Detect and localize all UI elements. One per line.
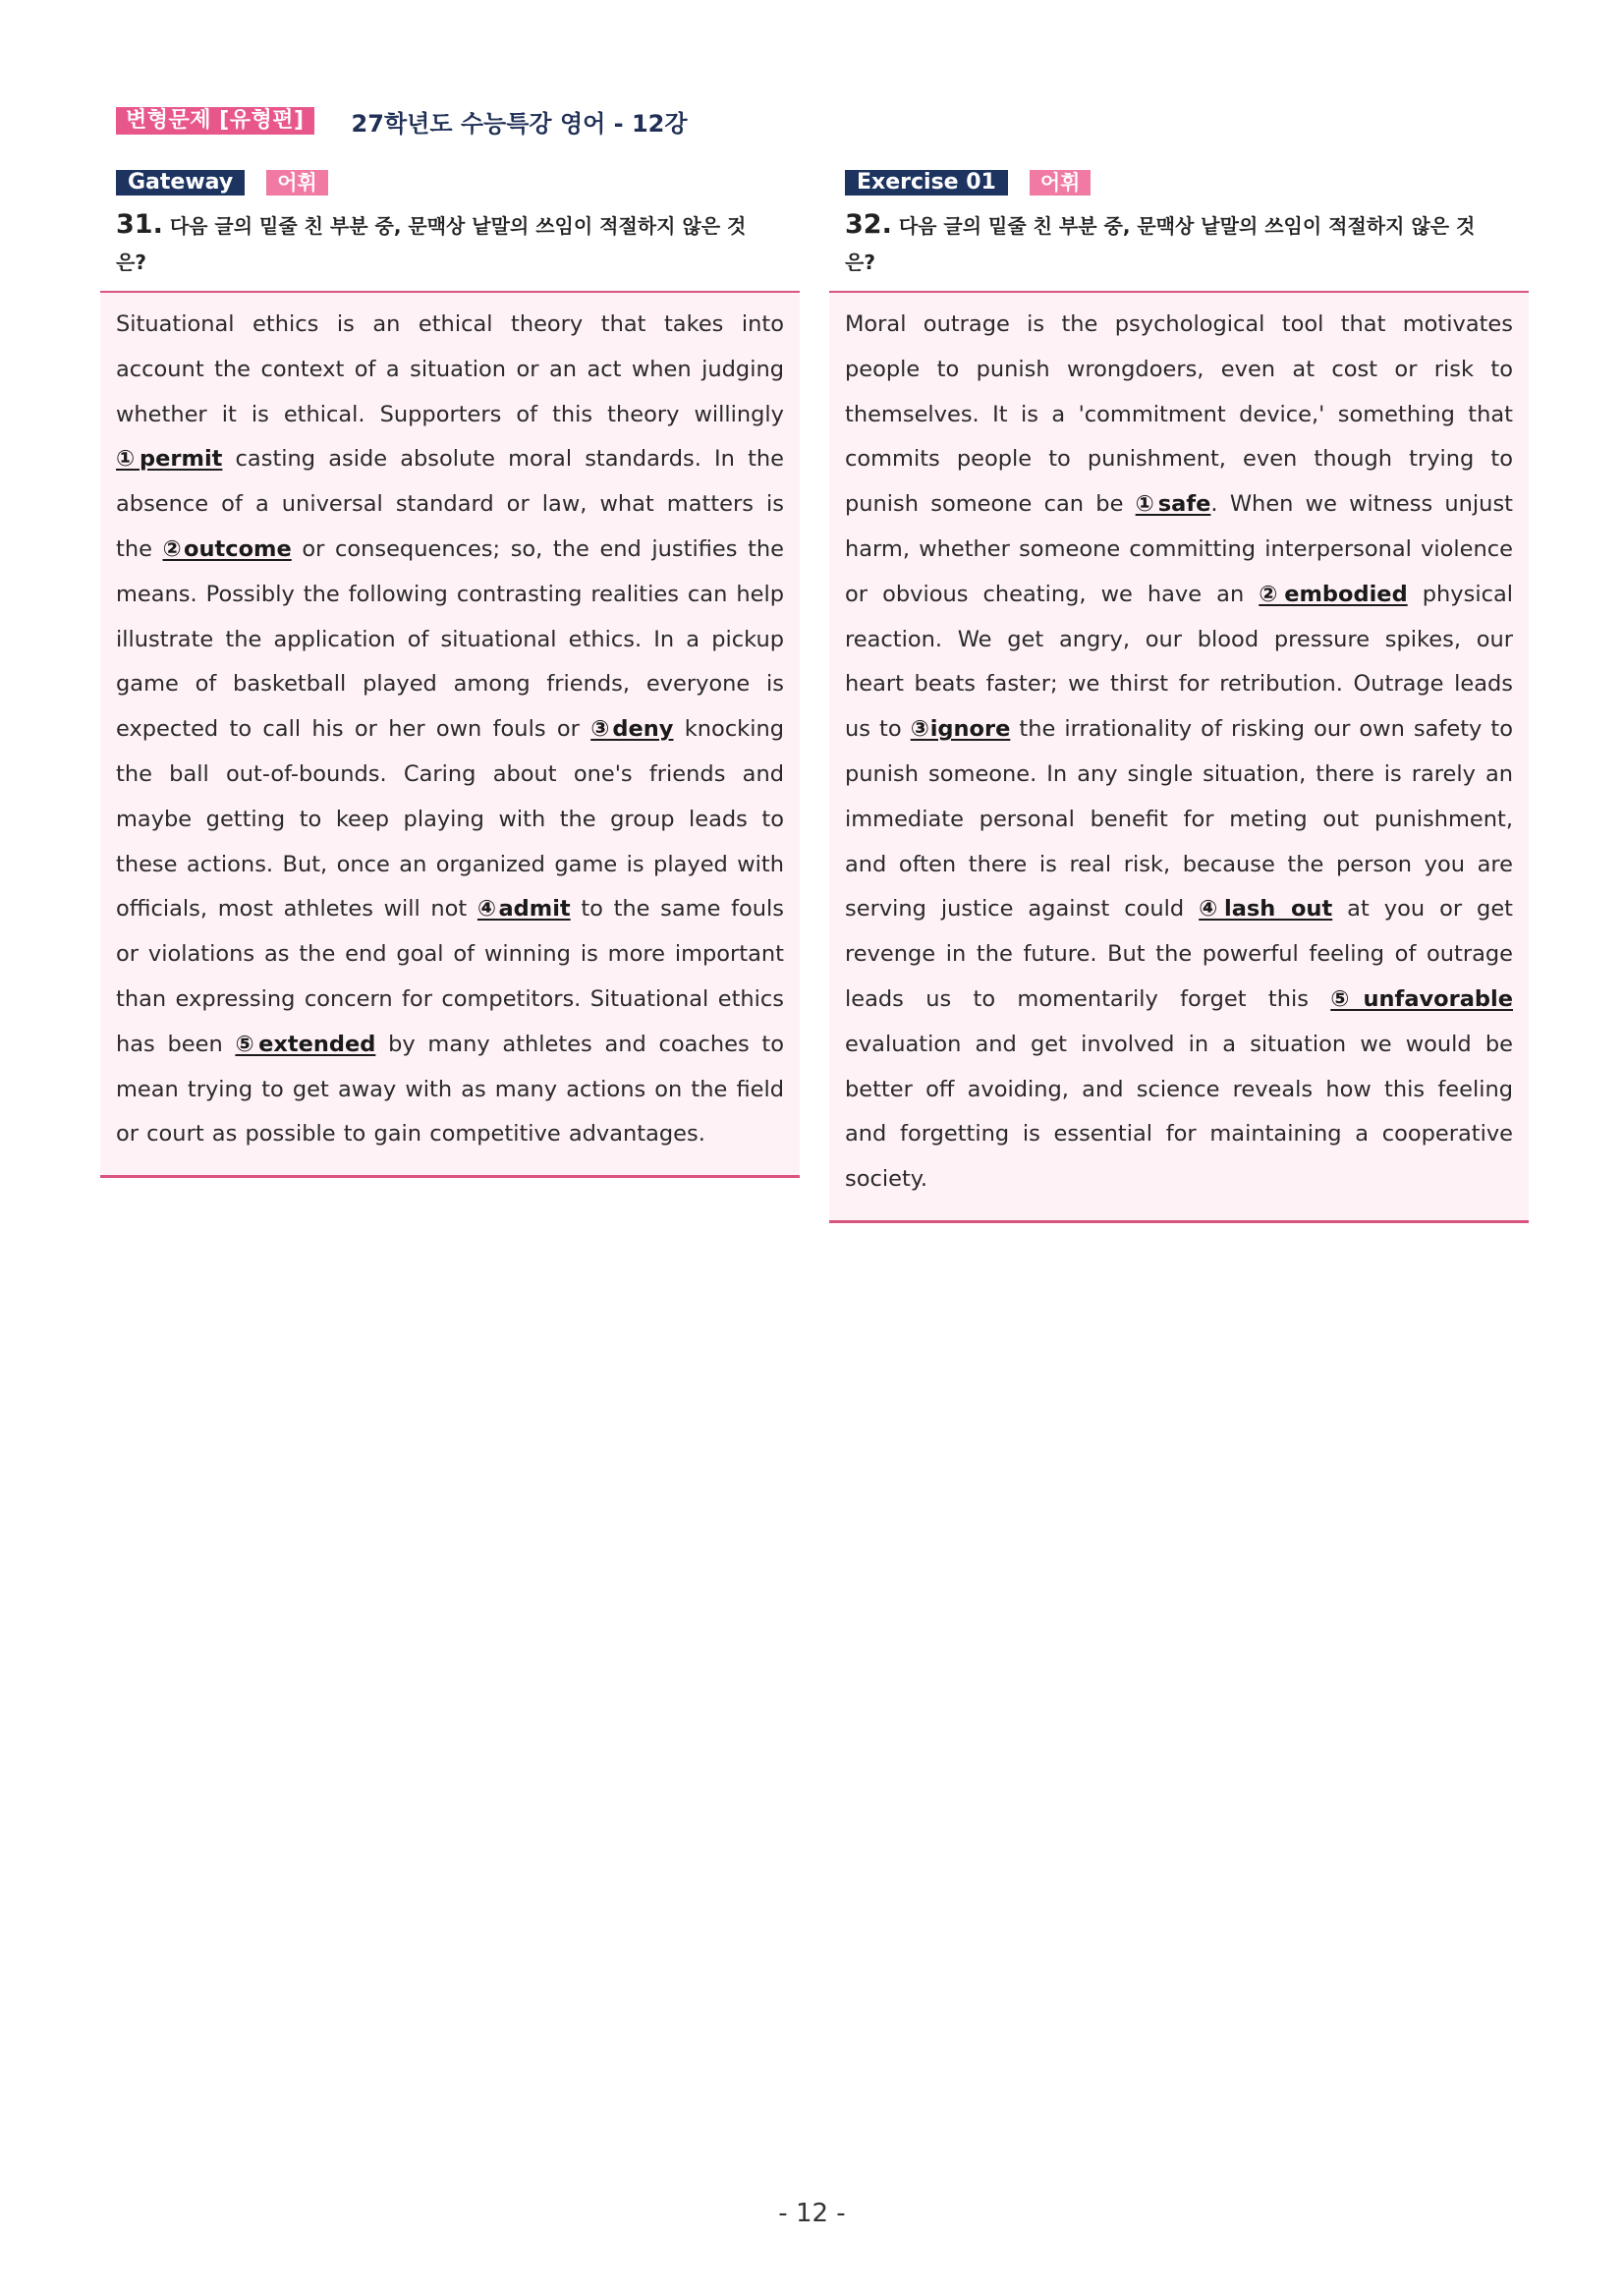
gateway-label-row [116, 169, 800, 196]
underlined-choice: ③ignore [910, 716, 1011, 743]
exercise-question-number: 32. [845, 209, 892, 240]
gateway-column [100, 169, 800, 1178]
underlined-choice: ⑤extended [235, 1031, 376, 1057]
gateway-label: Gateway [116, 170, 245, 196]
gateway-passage-box [100, 291, 800, 1178]
underlined-choice: ④admit [476, 896, 571, 923]
exercise-question [845, 206, 1493, 281]
passage-text: . When we witness unjust harm, whether someone committing interpersonal violence or obvious cheating, we have an [845, 491, 1513, 607]
course-title: 27학년도 수능특강 영어 - 12강 [351, 109, 688, 138]
passage-text: by many athletes and coaches to mean trying to get away with as many actions on the field or court as possible to gain competitive advantages. [116, 1031, 784, 1148]
passage-text: to the same fouls or violations as the end goal of winning is more important than expressing concern for competitors. Situational ethics has been [116, 896, 784, 1057]
gateway-type-tag: 어휘 [266, 170, 328, 196]
underlined-choice: ①permit [116, 446, 223, 473]
passage-text: physical reaction. We get angry, our blood pressure spikes, our heart beats faster; we thirst for retribution. Outrage leads us to [845, 581, 1513, 743]
passage-text: Situational ethics is an ethical theory that takes into account the context of a situation or an act when judging whether it is ethical. Supporters of this theory willingly [116, 311, 784, 427]
underlined-choice: ④lash out [1199, 896, 1333, 923]
exercise-passage [845, 303, 1513, 1203]
page-number: - 12 - [778, 2199, 846, 2228]
passage-text: Moral outrage is the psychological tool that motivates people to punish wrongdoers, even at cost or risk to themselves. It is a 'commitment device,' something that commits people to punishment, even though trying to punish someone can be [845, 311, 1513, 518]
passage-text: or consequences; so, the end justifies the means. Possibly the following contrasting realities can help illustrate the application of situational ethics. In a pickup game of basketball played among friends, everyone is expected to call his or her own fouls or [116, 535, 784, 743]
underlined-choice: ②embodied [1259, 581, 1408, 607]
gateway-question-number: 31. [116, 209, 163, 240]
underlined-choice: ⑤unfavorable [1330, 985, 1513, 1012]
exercise-question-text: 다음 글의 밑줄 친 부분 중, 문맥상 낱말의 쓰임이 적절하지 않은 것은? [845, 214, 1476, 274]
exercise-type-tag: 어휘 [1030, 170, 1092, 196]
passage-text: the irrationality of risking our own safety to punish someone. In any single situation, there is rarely an immediate personal benefit for meting out punishment, and often there is real risk, because the person you are serving justice against could [845, 716, 1513, 923]
page-header [116, 104, 688, 138]
exercise-label-row [845, 169, 1529, 196]
exercise-column [829, 169, 1529, 1223]
gateway-question [116, 206, 764, 281]
underlined-choice: ①safe [1135, 491, 1211, 518]
worksheet-type-tag: 변형문제 [유형편] [116, 107, 314, 135]
passage-text: evaluation and get involved in a situation we would be better off avoiding, and science reveals how this feeling and forgetting is essential for maintaining a cooperative society. [845, 1031, 1513, 1193]
exercise-label: Exercise 01 [845, 170, 1008, 196]
gateway-question-text: 다음 글의 밑줄 친 부분 중, 문맥상 낱말의 쓰임이 적절하지 않은 것은? [116, 214, 747, 274]
passage-text: knocking the ball out-of-bounds. Caring about one's friends and maybe getting to keep playing with the group leads to these actions. But, once an organized game is played with officials, most athletes will not [116, 716, 785, 923]
passage-text: at you or get revenge in the future. But the powerful feeling of outrage leads us to momentarily forget this [845, 896, 1513, 1012]
underlined-choice: ③deny [590, 716, 674, 743]
exercise-passage-box [829, 291, 1529, 1223]
gateway-passage [116, 303, 784, 1157]
passage-text: casting aside absolute moral standards. In the absence of a universal standard or law, what matters is the [116, 446, 784, 562]
underlined-choice: ②outcome [162, 535, 292, 562]
